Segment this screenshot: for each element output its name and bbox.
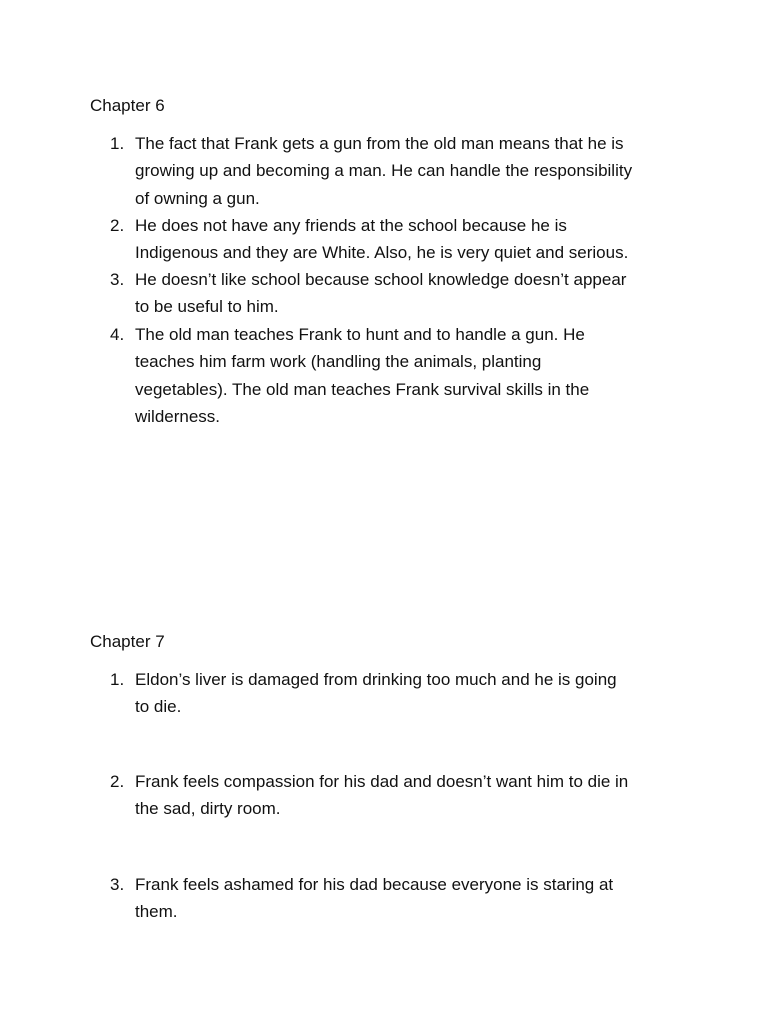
answer-line: The fact that Frank gets a gun from the old man means that he is	[135, 134, 624, 153]
chapter-7-heading: Chapter 7	[90, 632, 165, 651]
list-number: 3.	[110, 875, 125, 894]
answer-line: Frank feels ashamed for his dad because everyone is staring at	[135, 875, 614, 894]
answer-line: to die.	[135, 697, 182, 717]
list-number: 1.	[110, 134, 125, 153]
answer-line: The old man teaches Frank to hunt and to handle a gun. He	[135, 325, 585, 344]
answer-line: He does not have any friends at the school because he is	[135, 216, 567, 235]
list-number: 1.	[110, 670, 125, 689]
answer-line: Frank feels compassion for his dad and doesn’t want him to die in	[135, 772, 629, 791]
answer-line: them.	[135, 902, 178, 922]
answer-line: teaches him farm work (handling the animals, planting	[135, 352, 542, 372]
list-number: 4.	[110, 325, 125, 344]
chapter-6-heading: Chapter 6	[90, 96, 165, 115]
answer-line: He doesn’t like school because school knowledge doesn’t appear	[135, 270, 627, 289]
list-number: 2.	[110, 772, 125, 791]
answer-line: of owning a gun.	[135, 188, 260, 208]
answer-line: growing up and becoming a man. He can handle the responsibility	[135, 161, 633, 181]
answer-line: wilderness.	[135, 406, 221, 426]
answer-line: Eldon’s liver is damaged from drinking too much and he is going	[135, 670, 617, 689]
answer-line: vegetables). The old man teaches Frank survival skills in the	[135, 379, 590, 399]
answer-line: Indigenous and they are White. Also, he is very quiet and serious.	[135, 243, 629, 263]
answer-line: the sad, dirty room.	[135, 799, 281, 819]
list-number: 3.	[110, 270, 125, 289]
list-number: 2.	[110, 216, 125, 235]
answer-line: to be useful to him.	[135, 297, 279, 317]
